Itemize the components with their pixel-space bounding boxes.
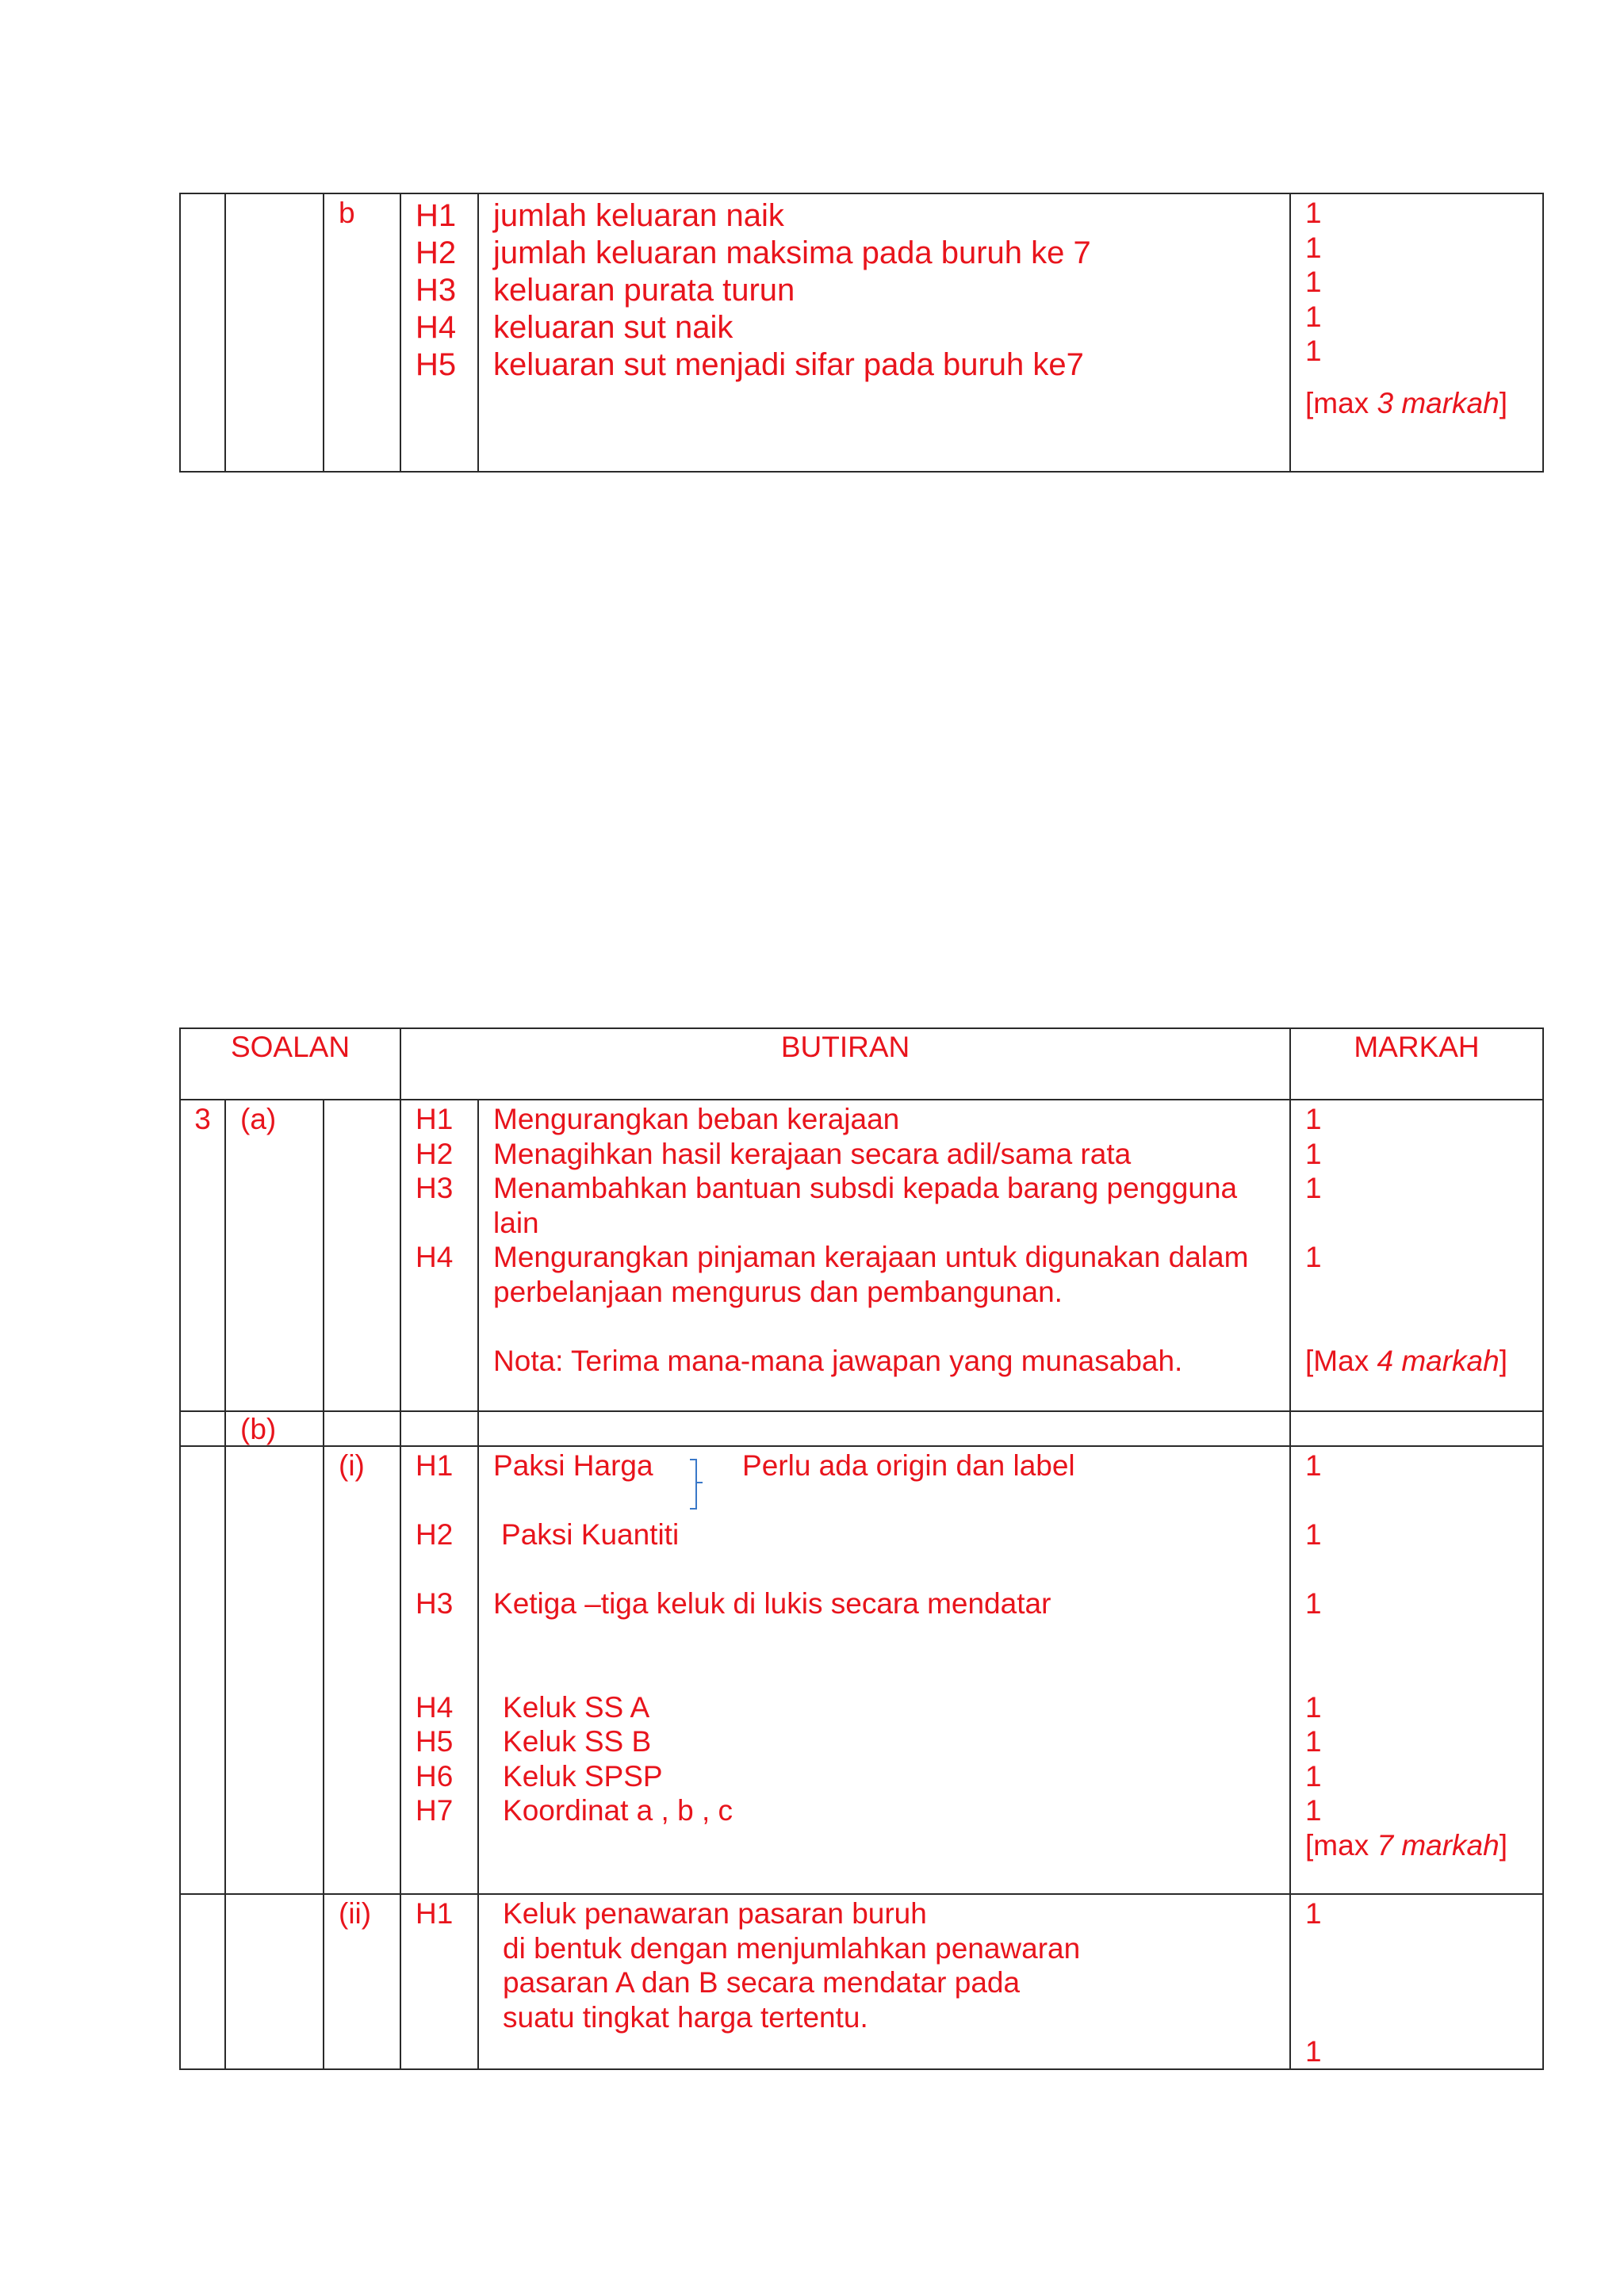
col-question: [180, 193, 225, 472]
mark-value: 1: [1305, 266, 1322, 298]
item-list: [478, 1100, 1290, 1411]
item-text: di bentuk dengan menjumlahkan penawaran: [503, 1931, 1081, 1965]
question-number: 3: [180, 1100, 225, 1411]
code-h1: H1: [416, 1449, 454, 1482]
sub-empty: [324, 1100, 400, 1411]
empty-cell: [478, 1411, 1290, 1446]
item-list: [478, 193, 1290, 472]
item-text: keluaran sut naik: [493, 310, 733, 345]
mark-value: 1: [1305, 1103, 1322, 1135]
item-text: Keluk SS A: [503, 1690, 650, 1724]
item-text: Paksi Harga: [493, 1449, 653, 1482]
code-h1: H1: [416, 198, 457, 233]
sub-i-label: (i): [324, 1446, 400, 1894]
code-h5: H5: [416, 1725, 454, 1758]
code-h4: H4: [416, 310, 457, 345]
note-text: Nota: Terima mana-mana jawapan yang munasabah.: [493, 1344, 1183, 1377]
empty-cell: [225, 1446, 324, 1894]
empty-cell: [180, 1446, 225, 1894]
code-h3: H3: [416, 1172, 454, 1204]
empty-cell: [400, 1411, 478, 1446]
item-text: lain: [493, 1206, 539, 1239]
mark-value: 1: [1305, 1794, 1322, 1827]
max-marks: [Max 4 markah]: [1305, 1344, 1507, 1377]
mark-value: 1: [1305, 1897, 1322, 1930]
marks-list: [1290, 1100, 1543, 1411]
part-label: [324, 193, 400, 472]
code-h5: H5: [416, 347, 457, 382]
marking-table-part-b: [179, 193, 1544, 473]
item-text: pasaran A dan B secara mendatar pada: [503, 1966, 1021, 1999]
marks-list: [1290, 193, 1543, 472]
code-h3: H3: [416, 273, 457, 308]
item-text: keluaran sut menjadi sifar pada buruh ke7: [493, 347, 1084, 382]
mark-value: 1: [1305, 1449, 1322, 1482]
marks-list: [1290, 1894, 1543, 2069]
item-list: [478, 1446, 1290, 1894]
mark-value: 1: [1305, 1587, 1322, 1620]
part-b-label: (b): [225, 1411, 324, 1446]
empty-cell: [1290, 1411, 1543, 1446]
right-brace-icon: [688, 1458, 706, 1510]
code-h2: H2: [416, 1518, 454, 1551]
header-soalan: SOALAN: [180, 1028, 400, 1100]
item-text: suatu tingkat harga tertentu.: [503, 2000, 868, 2034]
axis-row: [493, 1448, 1289, 1483]
max-marks: [max 3 markah]: [1305, 386, 1507, 419]
mark-value: 1: [1305, 197, 1322, 229]
code-h4: H4: [416, 1241, 454, 1273]
mark-value: 1: [1305, 231, 1322, 264]
marking-table-question-3: [179, 1027, 1544, 2070]
empty-cell: [180, 1411, 225, 1446]
mark-value: 1: [1305, 1759, 1322, 1793]
item-text: Ketiga –tiga keluk di lukis secara mendatar: [493, 1587, 1051, 1620]
mark-value: 1: [1305, 1518, 1322, 1551]
max-marks: [max 7 markah]: [1305, 1828, 1507, 1862]
item-text: Menagihkan hasil kerajaan secara adil/sama rata: [493, 1137, 1132, 1170]
item-text: keluaran purata turun: [493, 273, 795, 308]
brace-note: Perlu ada origin dan label: [742, 1449, 1075, 1482]
code-h6: H6: [416, 1759, 454, 1793]
code-list: [400, 1446, 478, 1894]
code-h1: H1: [416, 1103, 454, 1135]
mark-value: 1: [1305, 1241, 1322, 1273]
item-text: Keluk SS B: [503, 1725, 652, 1758]
code-h7: H7: [416, 1794, 454, 1827]
code-h4: H4: [416, 1690, 454, 1724]
empty-cell: [324, 1411, 400, 1446]
part-b-label: b: [339, 197, 355, 229]
item-text: Mengurangkan pinjaman kerajaan untuk digunakan dalam: [493, 1241, 1249, 1273]
item-text: jumlah keluaran maksima pada buruh ke 7: [493, 235, 1091, 270]
mark-value: 1: [1305, 1137, 1322, 1170]
code-h2: H2: [416, 235, 457, 270]
item-text: Menambahkan bantuan subsdi kepada barang pengguna: [493, 1172, 1238, 1204]
marks-list: [1290, 1446, 1543, 1894]
code-list: [400, 193, 478, 472]
col-part: [225, 193, 324, 472]
mark-value: 1: [1305, 1725, 1322, 1758]
code-h3: H3: [416, 1587, 454, 1620]
item-text: Keluk SPSP: [503, 1759, 663, 1793]
item-text: Paksi Kuantiti: [501, 1518, 680, 1551]
code-h2: H2: [416, 1137, 454, 1170]
item-text: perbelanjaan mengurus dan pembangunan.: [493, 1275, 1063, 1308]
item-text: jumlah keluaran naik: [493, 198, 784, 233]
code-h1: H1: [416, 1897, 454, 1930]
item-text: Keluk penawaran pasaran buruh: [503, 1897, 927, 1930]
header-markah: MARKAH: [1290, 1028, 1543, 1100]
item-text: Koordinat a , b , c: [503, 1794, 733, 1827]
code-list: [400, 1100, 478, 1411]
mark-value: 1: [1305, 2034, 1322, 2068]
mark-value: 1: [1305, 1690, 1322, 1724]
empty-cell: [180, 1894, 225, 2069]
mark-value: 1: [1305, 1172, 1322, 1204]
empty-cell: [225, 1894, 324, 2069]
sub-ii-label: (ii): [324, 1894, 400, 2069]
part-a-label: (a): [225, 1100, 324, 1411]
item-list: [478, 1894, 1290, 2069]
item-text: Mengurangkan beban kerajaan: [493, 1103, 900, 1135]
header-butiran: BUTIRAN: [400, 1028, 1290, 1100]
code-list: [400, 1894, 478, 2069]
mark-value: 1: [1305, 335, 1322, 367]
mark-value: 1: [1305, 300, 1322, 333]
